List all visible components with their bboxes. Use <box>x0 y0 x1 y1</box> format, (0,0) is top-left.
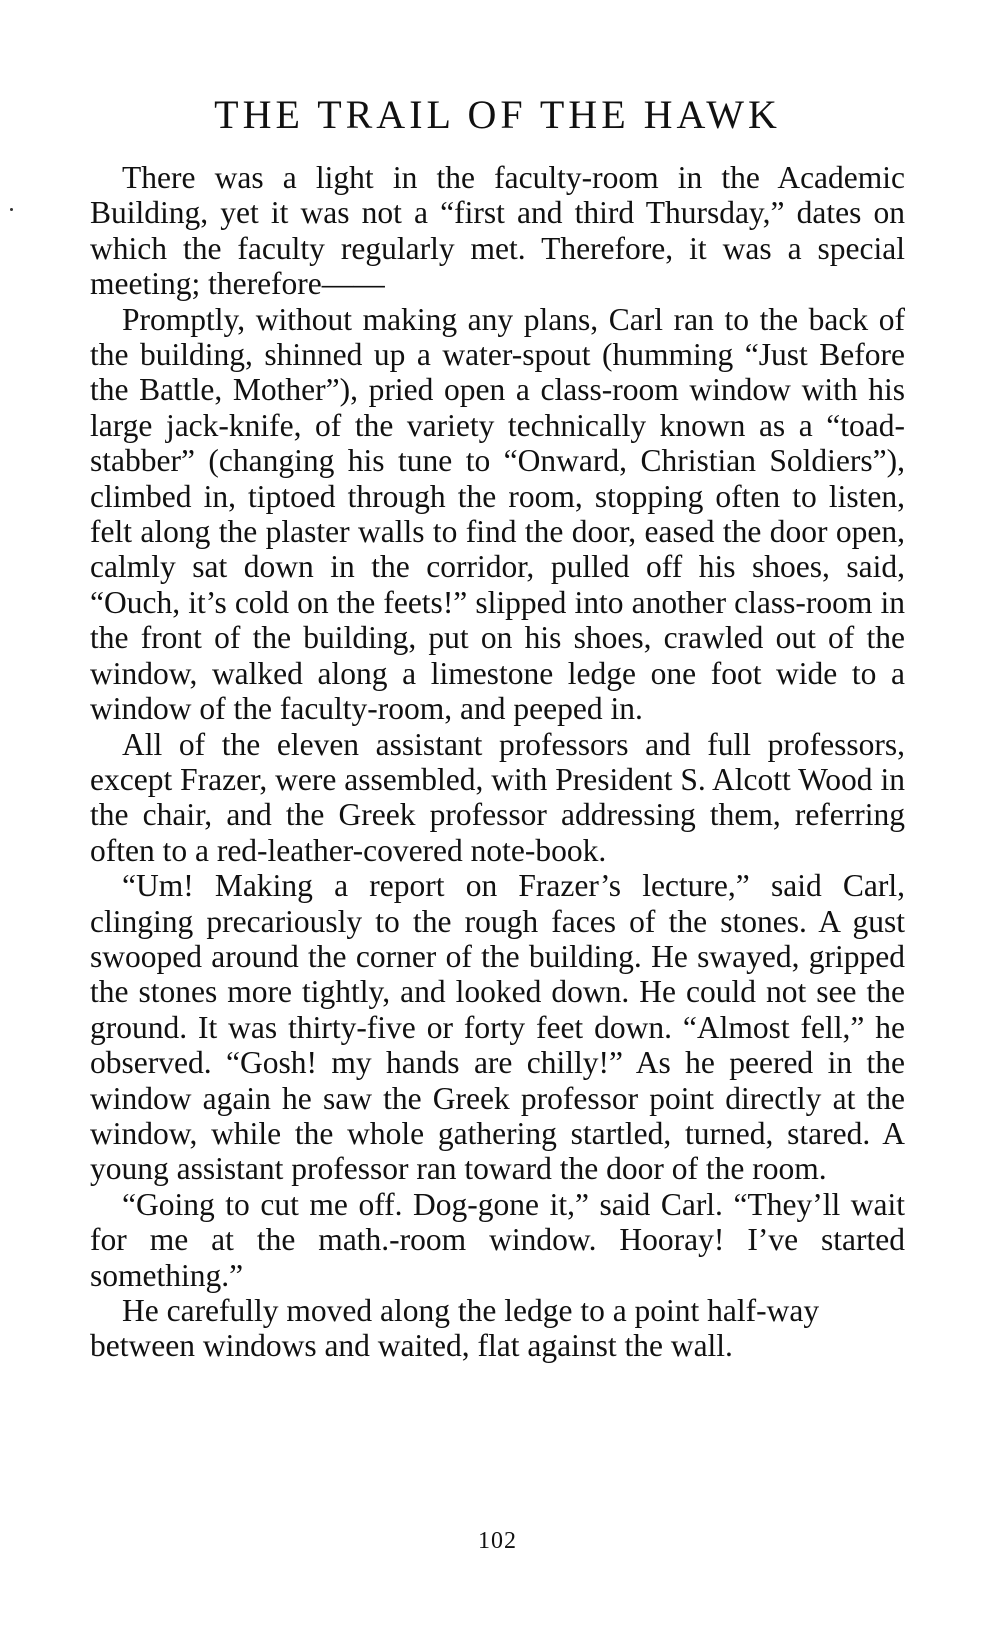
paragraph-3: All of the eleven assistant professors and full professors, except Frazer, were assembled, with President S. Alcott Wood in the chair, and the Greek professor addressing them, referring often to a red-leather-covered note-book. <box>90 726 905 868</box>
body-text <box>90 160 905 1364</box>
paragraph-5: “Going to cut me off. Dog-gone it,” said Carl. “They’ll wait for me at the math.-room window. Hooray! I’ve started something.” <box>90 1186 905 1293</box>
page-number: 102 <box>478 1528 517 1554</box>
paragraph-4: “Um! Making a report on Frazer’s lecture,” said Carl, clinging precariously to the rough faces of the stones. A gust swooped around the corner of the building. He swayed, gripped the stones more tightly, and looked down. He could not see the ground. It was thirty-five or forty feet down. “Almost fell,” he observed. “Gosh! my hands are chilly!” As he peered in the window again he saw the Greek professor point directly at the window, while the whole gathering startled, turned, stared. A young assistant professor ran toward the door of the room. <box>90 868 905 1187</box>
paragraph-6: He carefully moved along the ledge to a point half-way between windows and waited, flat against the wall. <box>90 1293 820 1364</box>
paragraph-2: Promptly, without making any plans, Carl ran to the back of the building, shinned up a water-spout (humming “Just Before the Battle, Mother”), pried open a class-room window with his large jack-knife, of the variety technically known as a “toad-stabber” (changing his tune to “Onward, Christian Soldiers”), climbed in, tiptoed through the room, stopping often to listen, felt along the plaster walls to find the door, eased the door open, calmly sat down in the corridor, pulled off his shoes, said, “Ouch, it’s cold on the feets!” slipped into another class-room in the front of the building, put on his shoes, crawled out of the window, walked along a limestone ledge one foot wide to a window of the faculty-room, and peeped in. <box>90 301 905 727</box>
running-head: THE TRAIL OF THE HAWK <box>214 92 781 137</box>
paragraph-1: There was a light in the faculty-room in the Academic Building, yet it was not a “first and third Thursday,” dates on which the faculty regularly met. Therefore, it was a special meeting; therefore—— <box>90 160 905 302</box>
margin-speck <box>10 208 13 211</box>
book-page <box>90 0 905 1650</box>
